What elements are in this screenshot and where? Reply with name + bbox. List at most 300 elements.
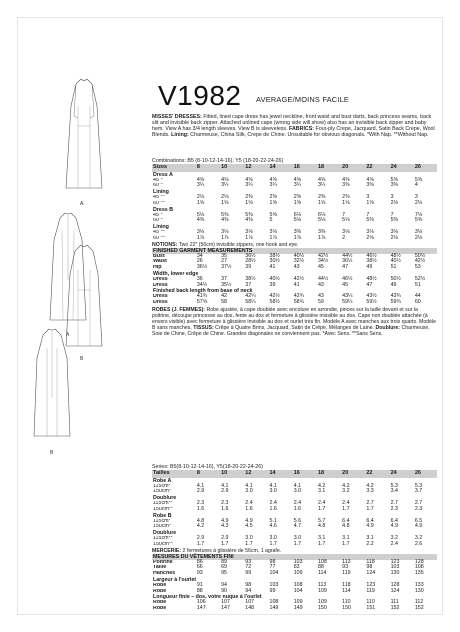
value-cell: 2.3 [414,505,423,512]
value-cell: 2.4 [390,540,398,547]
value-cell: 4.8 [196,517,205,524]
value-cell: 5⅜ [221,211,229,218]
value-cell: 4.6 [269,523,277,530]
value-cell: 4.9 [366,523,374,530]
table-row [152,218,437,224]
value-cell: 124 [390,587,400,594]
value-cell: 1⅝ [221,199,229,206]
row-label: 45"** [153,230,165,236]
value-cell: 118 [342,581,351,588]
value-cell: 109 [293,570,303,577]
value-cell: 4.9 [414,523,423,530]
size-cell: 16 [293,470,300,477]
value-cell: 1.7 [317,505,326,512]
value-cell: 2.3 [221,500,229,507]
value-cell: 44½ [342,252,353,259]
row-label: 150cm* [153,489,171,495]
fr-heading: ROBES (J. FEMMES): [152,306,206,313]
size-cell: 22 [366,470,373,477]
value-cell: 59¼ [342,299,353,306]
tailles-label: Tailles [153,470,170,477]
value-cell: 1⅞ [269,234,277,241]
value-cell: 5 [269,217,273,224]
value-cell: 93 [342,564,349,571]
value-cell: 2⅛ [221,194,229,201]
value-cell: 1⅝ [269,199,277,206]
value-cell: 4.7 [293,523,302,530]
section-label: Dress A [153,171,173,178]
value-cell: 34 [196,252,203,259]
value-cell: 43¼ [342,293,353,300]
value-cell: 36 [196,275,203,282]
value-cell: 5.3 [390,482,398,489]
value-cell: 3.0 [293,535,302,542]
tailles-header-row [152,470,437,477]
table-row [152,524,437,530]
lining-text: Charmeuse, China Silk, Crepe de Chine. Unsuitable for obvious diagonals. *With Nap. **Without Nap. [190,132,429,139]
value-cell: 46½ [342,275,353,282]
row-label: Robe [153,600,167,606]
value-cell: 1⅝ [196,199,205,206]
value-cell: 3⅜ [293,229,302,236]
row-label: 60"** [153,235,165,241]
value-cell: 4.2 [196,523,205,530]
value-cell: 1.6 [293,505,302,512]
value-cell: 108 [269,599,279,606]
description-heading: MISSES' DRESSES: [152,114,202,120]
finished-measurements-heading: FINISHED GARMENT MEASUREMENTS [152,248,437,254]
row-label: Robe [153,588,167,594]
value-cell: 124 [366,570,376,577]
row-label: Dress [153,294,168,300]
value-cell: 1.7 [245,540,253,547]
value-cell: 4.1 [196,482,205,489]
value-cell: 2.7 [414,500,423,507]
value-cell: 4⅝ [293,176,302,183]
value-cell: 4⅝ [342,176,350,183]
size-cell: 16 [293,164,300,171]
value-cell: 27 [221,258,227,265]
value-cell: 42½ [293,275,305,282]
value-cell: 108 [317,558,327,565]
view-b-back-drawing [32,326,72,444]
value-cell: 77 [269,564,276,571]
value-cell: 1.6 [196,505,205,512]
row-label: 45"* [153,177,163,183]
mercerie-label: MERCERIE: [152,547,182,554]
value-cell: 41 [293,281,300,288]
view-b-back-label: B [50,450,54,456]
value-cell: 2.7 [366,500,374,507]
value-cell: 104 [293,587,303,594]
value-cell: 147 [196,605,206,612]
value-cell: 3.0 [269,535,277,542]
row-label: 150cm* [153,524,171,530]
value-cell: 7 [390,211,394,218]
value-cell: 47 [366,281,373,288]
table-row [152,507,437,513]
row-label: 150cm** [153,541,174,547]
value-cell: 147 [221,605,230,612]
value-cell: 38½ [245,275,256,282]
value-cell: 72 [245,564,252,571]
size-cell: 24 [390,164,397,171]
value-cell: 2⅜ [293,194,302,201]
size-cell: 22 [366,164,373,171]
value-cell: 86 [196,558,203,565]
value-cell: 113 [317,581,327,588]
value-cell: 130 [390,570,400,577]
doublure-text: Charmeuse, Soie de Chine, Crêpe de Chine. Grandes diagonales ne conviennent pas. *Avec Sens. **Sans Sens. [152,324,430,337]
value-cell: 5⅝ [269,211,277,218]
value-cell: 34½ [317,258,329,265]
row-label: Hip [153,265,162,271]
value-cell: 5⅛ [293,217,302,224]
value-cell: 107 [245,599,255,606]
value-cell: 5.7 [317,517,326,524]
value-cell: 43 [317,281,324,288]
size-cell: 26 [414,164,421,171]
value-cell: 4.9 [245,517,253,524]
fabrics-text: Four-ply Crepe, Jacquard, Satin Back Crepe, Wool Blends. [152,126,435,139]
difficulty-level: AVERAGE/MOINS FACILE [256,95,349,104]
value-cell: 114 [342,587,351,594]
value-cell: 3.1 [317,488,326,495]
size-cell: 14 [269,470,276,477]
value-cell: 2⅛ [390,234,398,241]
value-cell: 103 [269,581,279,588]
value-cell: 2⅜ [245,194,253,201]
value-cell: 3.0 [269,488,277,495]
value-cell: 2.4 [342,500,350,507]
value-cell: 4.1 [293,482,302,489]
value-cell: 3¼ [317,182,326,189]
value-cell: 93 [196,570,203,577]
value-cell: 2.3 [390,505,398,512]
size-cell: 12 [245,164,252,171]
value-cell: 43 [293,264,300,271]
value-cell: 40½ [390,258,401,265]
row-label: Robe [153,582,167,588]
value-cell: 4⅜ [196,217,205,224]
value-cell: 3⅜ [366,182,374,189]
english-yardage-chart [152,158,437,337]
value-cell: 5⅝ [414,176,423,183]
value-cell: 6.4 [366,517,374,524]
value-cell: 43 [317,293,324,300]
value-cell: 89 [221,558,227,565]
value-cell: 99 [269,587,276,594]
value-cell: 118 [366,558,375,565]
value-cell: 1⅞ [245,234,253,241]
value-cell: 37 [221,275,227,282]
row-label: 115cm** [153,501,173,507]
mercerie-text: 2 fermetures à glissière de 56cm, 1 agrafe. [182,547,282,554]
value-cell: 58½ [269,299,280,306]
value-cell: 3.0 [293,488,302,495]
value-cell: 149 [293,605,303,612]
french-description [152,307,437,337]
size-cell: 8 [196,470,200,477]
row-label: Dress [153,276,168,282]
value-cell: 2.2 [366,540,374,547]
value-cell: 5⅛ [196,211,205,218]
row-label: Bust [153,253,165,259]
value-cell: 152 [390,605,400,612]
value-cell: 1.6 [221,505,229,512]
value-cell: 36½ [342,258,353,265]
english-description [152,114,437,138]
value-cell: 2.9 [196,535,205,542]
value-cell: 4.1 [269,482,277,489]
value-cell: 58 [221,299,227,306]
value-cell: 51 [390,264,397,271]
value-cell: 5⅜ [414,217,423,224]
value-cell: 90 [221,587,227,594]
value-cell: 1.7 [196,540,205,547]
value-cell: 39 [269,281,276,288]
row-label: Taille [153,565,167,571]
value-cell: 2⅜ [317,194,326,201]
value-cell: 35 [221,252,227,259]
value-cell: 7⅛ [414,211,423,218]
fr-body: Robe ajustée, à cape doublée avec encolure en arrondie, pinces sur la taille devant et sur la poitrine, découpe princesse au dos, fente au dos et fermeture à glissière invisible au dos. Cape non doublée attachée (à envers visible) avec fermeture à glissière invisible au dos et ourlet très fin. Modèle A avec manches aux trois quarts. Modèle B sans manches. [152,306,437,331]
value-cell: 52½ [414,275,426,282]
value-cell: 5.6 [293,517,302,524]
value-cell: 38½ [366,258,377,265]
value-cell: 4.2 [366,482,374,489]
table-row [152,300,437,306]
value-cell: 57⅝ [196,299,208,306]
value-cell: 128 [390,581,400,588]
value-cell: 83 [293,564,300,571]
value-cell: 4⅝ [221,176,229,183]
fr-combinations-line: Series: B5(8-10-12-14-16), Y5(18-20-22-24-26) [152,464,263,470]
row-label: Waist [153,259,167,265]
row-label: Dress [153,300,168,306]
value-cell: 41¾ [196,293,208,300]
value-cell: 4.5 [245,523,253,530]
value-cell: 1.6 [245,505,253,512]
value-cell: 3.3 [366,488,374,495]
value-cell: 34½ [196,281,208,288]
view-a-label: A [80,201,84,207]
technical-drawings [18,18,136,614]
value-cell: 4.9 [390,523,398,530]
table-row [152,265,437,271]
value-cell: 99 [245,570,252,577]
value-cell: 50½ [414,252,426,259]
value-cell: 37½ [221,264,232,271]
row-label: 115cm* [153,518,171,524]
value-cell: 3⅛ [245,229,253,236]
value-cell: 26 [196,258,203,265]
pattern-envelope-back [18,18,442,614]
value-cell: 39 [245,264,252,271]
value-cell: 3.2 [390,535,398,542]
value-cell: 59¾ [390,299,401,306]
value-cell: 2.9 [221,488,229,495]
table-row [152,606,437,612]
value-cell: 1.7 [342,540,350,547]
value-cell: 119 [366,587,375,594]
value-cell: 4.1 [245,482,253,489]
value-cell: 3.1 [342,535,350,542]
value-cell: 128 [414,558,424,565]
value-cell: 2.7 [390,500,398,507]
value-cell: 42½ [269,293,280,300]
value-cell: 108 [414,564,424,571]
value-cell: 4⅝ [245,176,253,183]
french-yardage-chart [152,464,437,612]
value-cell: 48½ [366,275,377,282]
size-cell: 20 [342,470,349,477]
value-cell: 5⅜ [366,217,374,224]
value-cell: 53 [414,264,421,271]
value-cell: 40½ [269,275,280,282]
value-cell: 3.0 [245,488,253,495]
value-cell: 1.7 [366,505,374,512]
value-cell: 6.4 [342,517,350,524]
value-cell: 1⅞ [221,234,229,241]
value-cell: 1.7 [317,540,326,547]
value-cell: 44 [414,293,421,300]
size-cell: 18 [317,470,325,477]
value-cell: 1⅝ [293,199,302,206]
value-cell: 104 [269,570,279,577]
value-cell: 40½ [293,252,305,259]
view-a-back-label: A [66,332,70,338]
value-cell: 4⅝ [196,176,205,183]
combinations-line: Combinations: B5 (8-10-12-14-16), Y5 (18-20-22-24-26) [152,158,284,164]
value-cell: 30½ [269,258,280,265]
value-cell: 2.4 [293,500,302,507]
sizes-header-row [152,164,437,171]
value-cell: 60 [414,299,421,306]
value-cell: 1⅝ [245,199,253,206]
value-cell: 106 [196,599,206,606]
row-label: Hanches [153,571,176,577]
value-cell: 1⅞ [293,234,302,241]
size-cell: 26 [414,470,421,477]
value-cell: 3⅛ [414,229,423,236]
value-cell: 3¼ [269,182,277,189]
value-cell: 43¾ [390,293,401,300]
value-cell: 108 [293,581,303,588]
value-cell: 2⅛ [414,234,423,241]
value-cell: 149 [269,605,279,612]
size-cell: 14 [269,164,276,171]
value-cell: 123 [366,581,376,588]
row-label: 45"** [153,195,165,201]
value-cell: 3¼ [196,182,205,189]
value-cell: 7 [342,211,346,218]
value-cell: 4.1 [221,482,229,489]
value-cell: 150 [317,605,327,612]
value-cell: 1.7 [221,540,229,547]
value-cell: 4.8 [342,523,350,530]
size-cell: 8 [196,164,200,171]
value-cell: 2.4 [245,500,253,507]
value-cell: 4.2 [317,482,326,489]
value-cell: 2.4 [269,500,277,507]
size-cell: 10 [221,470,228,477]
value-cell: 41 [269,264,276,271]
value-cell: 1⅝ [317,199,326,206]
value-cell: 59 [317,299,324,306]
section-label: Doublure [153,530,177,537]
section-label: Robe B [153,512,172,519]
row-label: Robe [153,606,167,612]
value-cell: 58¾ [293,299,305,306]
value-cell: 113 [342,558,351,565]
row-label: 60"* [153,218,163,224]
value-cell: 36½ [196,264,208,271]
value-cell: 3.7 [414,488,423,495]
value-cell: 2.4 [317,500,326,507]
value-cell: 1.6 [269,505,277,512]
value-cell: 114 [317,570,327,577]
value-cell: 42¼ [245,293,256,300]
value-cell: 109 [293,599,303,606]
value-cell: 1.7 [293,540,302,547]
notions-text: Two 22" (56cm) invisible zippers, one hook and eye. [178,241,299,248]
value-cell: 3⅜ [390,182,398,189]
value-cell: 44½ [317,275,329,282]
value-cell: 3.1 [317,535,326,542]
value-cell: 88 [196,587,203,594]
value-cell: 50½ [390,275,401,282]
value-cell: 1⅞ [317,234,326,241]
pattern-number: V1982 [158,80,242,111]
value-cell: 1⅝ [342,199,350,206]
value-cell: 3¼ [293,182,302,189]
value-cell: 98 [245,581,252,588]
section-label: Doublure [153,495,177,502]
value-cell: 109 [317,587,327,594]
view-b-label: B [80,356,84,362]
value-cell: 6⅛ [293,211,302,218]
value-cell: 2.9 [221,535,229,542]
value-cell: 119 [342,570,351,577]
tissus-label: TISSUS: [193,324,214,331]
value-cell: 2⅛ [196,194,205,201]
value-cell: 91 [196,581,203,588]
row-label: Poitrine [153,559,173,565]
value-cell: 66 [196,564,203,571]
row-label: 45"* [153,212,163,218]
value-cell: 98 [269,558,276,565]
value-cell: 37 [245,281,252,288]
value-cell: 32½ [293,258,305,265]
value-cell: 3.2 [414,535,423,542]
value-cell: 103 [390,564,400,571]
section-label: Lining [153,224,169,231]
section-label: Dress B [153,206,174,213]
value-cell: 2⅛ [414,199,423,206]
value-cell: 48½ [390,252,401,259]
value-cell: 3 [366,194,370,201]
value-cell: 51 [414,281,421,288]
value-cell: 6.5 [414,517,423,524]
table-row [152,201,437,207]
pattern-header [144,80,436,110]
value-cell: 43½ [366,293,377,300]
size-cell: 24 [390,470,397,477]
value-cell: 36½ [245,252,256,259]
value-cell: 69 [221,564,227,571]
row-label: 115cm** [153,536,173,542]
